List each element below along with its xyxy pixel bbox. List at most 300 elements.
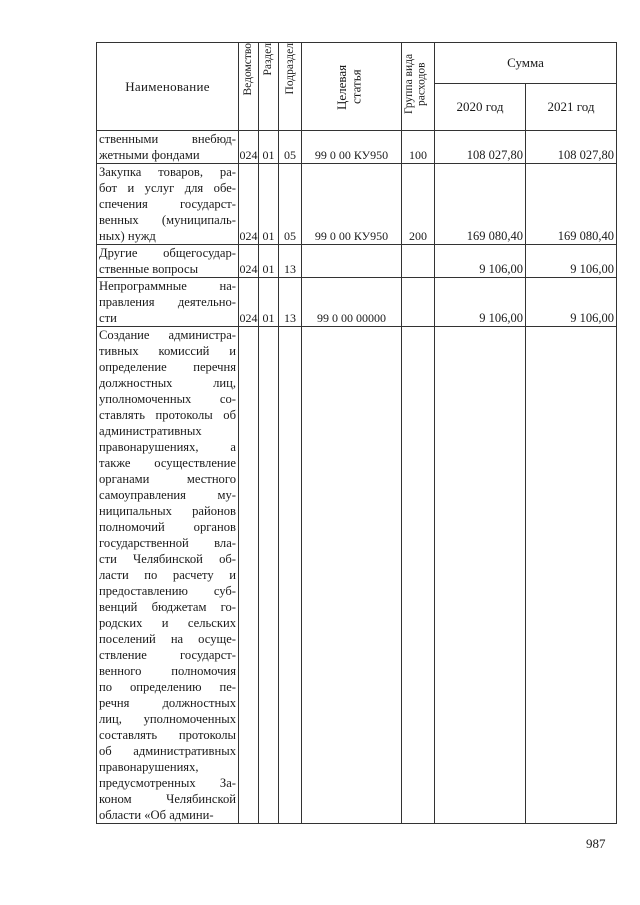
spacer [302, 343, 401, 359]
spacer [259, 727, 278, 743]
spacer [259, 375, 278, 391]
spacer [526, 791, 614, 807]
row-name-line: родских и сельских [99, 616, 236, 630]
spacer [259, 131, 278, 147]
spacer [259, 196, 278, 212]
spacer [279, 359, 301, 375]
spacer [526, 245, 614, 261]
spacer [279, 131, 301, 147]
row-name-line: правонарушениях, [99, 760, 199, 774]
spacer [435, 647, 523, 663]
row-razdel-cell [259, 278, 279, 327]
row-sum-2021: 169 080,40 [557, 229, 614, 243]
spacer [259, 759, 278, 775]
header-year-2020: 2020 год [435, 84, 526, 131]
row-name-line: правонарушениях, а [99, 440, 236, 454]
spacer [435, 503, 523, 519]
spacer [259, 743, 278, 759]
spacer [435, 679, 523, 695]
spacer [239, 471, 258, 487]
header-name: Наименование [97, 43, 239, 131]
spacer [259, 791, 278, 807]
row-sum-2020-cell [435, 131, 526, 164]
spacer [435, 359, 523, 375]
spacer [526, 583, 614, 599]
spacer [239, 519, 258, 535]
spacer [526, 615, 614, 631]
spacer [302, 391, 401, 407]
spacer [239, 647, 258, 663]
spacer [259, 663, 278, 679]
spacer [402, 375, 434, 391]
spacer [402, 599, 434, 615]
spacer [279, 679, 301, 695]
row-sum-2021-cell [526, 164, 617, 245]
row-name-line: лиц, уполномоченных [99, 712, 236, 726]
row-podrazdel-cell [279, 164, 302, 245]
row-podrazdel [279, 807, 301, 823]
spacer [302, 759, 401, 775]
row-name-line: составлять протоколы [99, 728, 236, 742]
row-name-line: венций бюджетам го- [99, 600, 236, 614]
row-razdel [259, 807, 278, 823]
spacer [279, 407, 301, 423]
spacer [435, 615, 523, 631]
row-vedomstvo: 024 [239, 229, 258, 243]
row-name [97, 131, 239, 164]
row-celevaya [302, 261, 401, 277]
table-row [97, 278, 617, 327]
spacer [279, 647, 301, 663]
row-name-line: предоставлению суб- [99, 584, 236, 598]
row-name-line: ственные вопросы [99, 262, 199, 276]
row-podrazdel-cell [279, 278, 302, 327]
spacer [279, 245, 301, 261]
spacer [435, 423, 523, 439]
spacer [402, 567, 434, 583]
spacer [435, 471, 523, 487]
spacer [435, 631, 523, 647]
spacer [435, 294, 523, 310]
spacer [279, 471, 301, 487]
row-vedomstvo: 024 [239, 311, 258, 325]
spacer [259, 423, 278, 439]
row-name-line: ласти по расчету и [99, 568, 236, 582]
spacer [302, 196, 401, 212]
row-name-line: определение перечня [99, 360, 236, 374]
row-name-line: Другие общегосудар- [99, 246, 236, 260]
spacer [239, 294, 258, 310]
spacer [526, 439, 614, 455]
spacer [259, 164, 278, 180]
row-razdel-cell [259, 131, 279, 164]
row-celevaya-cell [302, 245, 402, 278]
header-razdel-cell [259, 43, 279, 131]
spacer [435, 583, 523, 599]
spacer [239, 775, 258, 791]
spacer [402, 791, 434, 807]
spacer [259, 567, 278, 583]
spacer [402, 343, 434, 359]
spacer [302, 663, 401, 679]
spacer [402, 471, 434, 487]
spacer [302, 695, 401, 711]
spacer [302, 503, 401, 519]
row-name-line: полномочий органов [99, 520, 236, 534]
spacer [302, 567, 401, 583]
row-name-line: речня должностных [99, 696, 236, 710]
spacer [259, 327, 278, 343]
spacer [526, 343, 614, 359]
spacer [239, 695, 258, 711]
row-gruppa-cell [402, 164, 435, 245]
spacer [279, 583, 301, 599]
row-vedomstvo-cell [239, 131, 259, 164]
spacer [526, 711, 614, 727]
spacer [526, 407, 614, 423]
spacer [402, 407, 434, 423]
spacer [435, 727, 523, 743]
spacer [279, 727, 301, 743]
spacer [259, 711, 278, 727]
spacer [526, 519, 614, 535]
spacer [279, 180, 301, 196]
spacer [302, 439, 401, 455]
table-row [97, 164, 617, 245]
spacer [259, 583, 278, 599]
row-name [97, 164, 239, 245]
row-name-line: об административных [99, 744, 236, 758]
row-celevaya-cell [302, 131, 402, 164]
spacer [239, 439, 258, 455]
spacer [279, 212, 301, 228]
spacer [279, 294, 301, 310]
header-vedomstvo-cell [239, 43, 259, 131]
row-name-line: области «Об админи- [99, 808, 214, 822]
spacer [435, 327, 523, 343]
row-name-line: коном Челябинской [99, 792, 236, 806]
spacer [435, 278, 523, 294]
spacer [402, 391, 434, 407]
spacer [239, 599, 258, 615]
spacer [302, 278, 401, 294]
spacer [302, 471, 401, 487]
spacer [302, 212, 401, 228]
spacer [302, 791, 401, 807]
spacer [239, 327, 258, 343]
row-sum-2021 [526, 807, 614, 823]
spacer [239, 551, 258, 567]
spacer [526, 487, 614, 503]
spacer [259, 695, 278, 711]
spacer [435, 131, 523, 147]
spacer [259, 647, 278, 663]
spacer [435, 519, 523, 535]
spacer [239, 791, 258, 807]
spacer [302, 535, 401, 551]
row-gruppa-cell [402, 278, 435, 327]
row-name-line: государственной вла- [99, 536, 236, 550]
spacer [239, 743, 258, 759]
spacer [402, 439, 434, 455]
row-vedomstvo-cell [239, 278, 259, 327]
spacer [526, 695, 614, 711]
spacer [435, 775, 523, 791]
row-name-line: ниципальных районов [99, 504, 236, 518]
spacer [259, 180, 278, 196]
row-gruppa-cell [402, 245, 435, 278]
spacer [402, 583, 434, 599]
spacer [435, 391, 523, 407]
spacer [302, 711, 401, 727]
spacer [526, 375, 614, 391]
spacer [526, 391, 614, 407]
spacer [402, 196, 434, 212]
spacer [279, 164, 301, 180]
row-name-line: ствление государст- [99, 648, 236, 662]
row-sum-2021: 108 027,80 [557, 148, 614, 162]
spacer [526, 278, 614, 294]
spacer [402, 359, 434, 375]
row-podrazdel-cell [279, 327, 302, 824]
spacer [279, 391, 301, 407]
row-sum-2020-cell [435, 278, 526, 327]
row-celevaya: 99 0 00 КУ950 [314, 148, 389, 162]
row-name [97, 245, 239, 278]
spacer [239, 727, 258, 743]
spacer [402, 727, 434, 743]
spacer [526, 599, 614, 615]
spacer [435, 599, 523, 615]
spacer [239, 535, 258, 551]
spacer [239, 631, 258, 647]
spacer [302, 423, 401, 439]
spacer [239, 583, 258, 599]
spacer [402, 180, 434, 196]
spacer [402, 695, 434, 711]
row-gruppa: 100 [409, 148, 427, 162]
spacer [435, 743, 523, 759]
budget-table [96, 42, 617, 824]
row-podrazdel: 13 [284, 311, 296, 325]
row-vedomstvo: 024 [239, 262, 258, 276]
spacer [239, 679, 258, 695]
spacer [302, 327, 401, 343]
row-razdel: 01 [262, 229, 275, 243]
spacer [402, 615, 434, 631]
spacer [239, 391, 258, 407]
spacer [259, 294, 278, 310]
spacer [259, 391, 278, 407]
spacer [239, 711, 258, 727]
spacer [239, 487, 258, 503]
spacer [239, 278, 258, 294]
spacer [239, 567, 258, 583]
spacer [239, 759, 258, 775]
spacer [402, 455, 434, 471]
spacer [302, 775, 401, 791]
spacer [402, 131, 434, 147]
spacer [279, 791, 301, 807]
spacer [279, 343, 301, 359]
spacer [302, 615, 401, 631]
row-podrazdel-cell [279, 245, 302, 278]
spacer [279, 519, 301, 535]
spacer [279, 711, 301, 727]
spacer [402, 245, 434, 261]
spacer [259, 503, 278, 519]
row-gruppa [402, 807, 434, 823]
spacer [279, 663, 301, 679]
spacer [302, 551, 401, 567]
row-sum-2021: 9 106,00 [570, 311, 614, 325]
row-name-line: венного полномочия [99, 664, 236, 678]
header-razdel: Раздел [262, 43, 275, 76]
row-vedomstvo [239, 807, 258, 823]
spacer [526, 294, 614, 310]
row-name-line: поселений на осуще- [99, 632, 236, 646]
row-razdel: 01 [262, 148, 275, 162]
row-sum-2020-cell [435, 327, 526, 824]
spacer [279, 567, 301, 583]
spacer [435, 663, 523, 679]
spacer [402, 278, 434, 294]
spacer [435, 343, 523, 359]
row-podrazdel: 05 [284, 148, 296, 162]
row-name-line: Непрограммные на- [99, 279, 236, 293]
spacer [279, 196, 301, 212]
spacer [259, 455, 278, 471]
spacer [402, 212, 434, 228]
spacer [526, 535, 614, 551]
row-name-line: уполномоченных со- [99, 392, 236, 406]
row-vedomstvo: 024 [239, 148, 258, 162]
row-sum-2021: 9 106,00 [570, 262, 614, 276]
spacer [435, 695, 523, 711]
spacer [402, 535, 434, 551]
row-razdel: 01 [262, 311, 275, 325]
spacer [259, 212, 278, 228]
spacer [526, 131, 614, 147]
spacer [526, 743, 614, 759]
spacer [526, 212, 614, 228]
spacer [279, 775, 301, 791]
row-name-line: спечения государст- [99, 197, 236, 211]
row-name-line: бот и услуг для обе- [99, 181, 236, 195]
spacer [239, 615, 258, 631]
spacer [526, 471, 614, 487]
spacer [302, 647, 401, 663]
header-celevaya: Целевая статья [333, 63, 363, 110]
table-row [97, 245, 617, 278]
spacer [526, 631, 614, 647]
spacer [259, 343, 278, 359]
spacer [526, 647, 614, 663]
spacer [279, 423, 301, 439]
spacer [279, 455, 301, 471]
spacer [402, 423, 434, 439]
spacer [526, 759, 614, 775]
spacer [259, 679, 278, 695]
header-celevaya-cell [302, 43, 402, 131]
spacer [259, 471, 278, 487]
row-name-line: сти Челябинской об- [99, 552, 236, 566]
spacer [239, 407, 258, 423]
row-name-line: органами местного [99, 472, 236, 486]
row-celevaya: 99 0 00 00000 [317, 311, 386, 325]
spacer [259, 278, 278, 294]
row-sum-2020: 169 080,40 [466, 229, 523, 243]
header-vedomstvo: Ведомство [242, 43, 255, 96]
spacer [526, 503, 614, 519]
spacer [302, 679, 401, 695]
spacer [279, 375, 301, 391]
row-sum-2021-cell [526, 131, 617, 164]
spacer [239, 131, 258, 147]
spacer [279, 487, 301, 503]
spacer [402, 743, 434, 759]
spacer [435, 455, 523, 471]
row-razdel-cell [259, 327, 279, 824]
row-celevaya-cell [302, 164, 402, 245]
row-name-line: Создание администра- [99, 328, 236, 342]
spacer [259, 535, 278, 551]
spacer [279, 535, 301, 551]
row-name-line: самоуправления му- [99, 488, 236, 502]
spacer [279, 615, 301, 631]
row-celevaya-cell [302, 327, 402, 824]
spacer [239, 164, 258, 180]
spacer [526, 359, 614, 375]
row-podrazdel-cell [279, 131, 302, 164]
row-sum-2020 [435, 807, 523, 823]
spacer [435, 759, 523, 775]
row-name-line: административных [99, 424, 202, 438]
row-name-line: жетными фондами [99, 148, 200, 162]
spacer [279, 327, 301, 343]
spacer [302, 583, 401, 599]
row-sum-2020-cell [435, 245, 526, 278]
spacer [435, 245, 523, 261]
row-sum-2021-cell [526, 278, 617, 327]
spacer [402, 503, 434, 519]
spacer [402, 294, 434, 310]
spacer [526, 551, 614, 567]
row-celevaya-cell [302, 278, 402, 327]
spacer [402, 164, 434, 180]
spacer [259, 551, 278, 567]
row-name-line: правления деятельно- [99, 295, 236, 309]
spacer [239, 196, 258, 212]
row-sum-2020-cell [435, 164, 526, 245]
spacer [259, 615, 278, 631]
spacer [239, 359, 258, 375]
row-name-line: должностных лиц, [99, 376, 236, 390]
spacer [259, 775, 278, 791]
spacer [402, 663, 434, 679]
header-year-2021: 2021 год [526, 84, 617, 131]
spacer [239, 375, 258, 391]
header-gruppa: Группа вида расходов [403, 53, 428, 115]
spacer [435, 407, 523, 423]
page-number: 987 [586, 836, 606, 851]
spacer [239, 423, 258, 439]
spacer [435, 375, 523, 391]
row-vedomstvo-cell [239, 327, 259, 824]
spacer [435, 711, 523, 727]
spacer [302, 599, 401, 615]
row-vedomstvo-cell [239, 245, 259, 278]
